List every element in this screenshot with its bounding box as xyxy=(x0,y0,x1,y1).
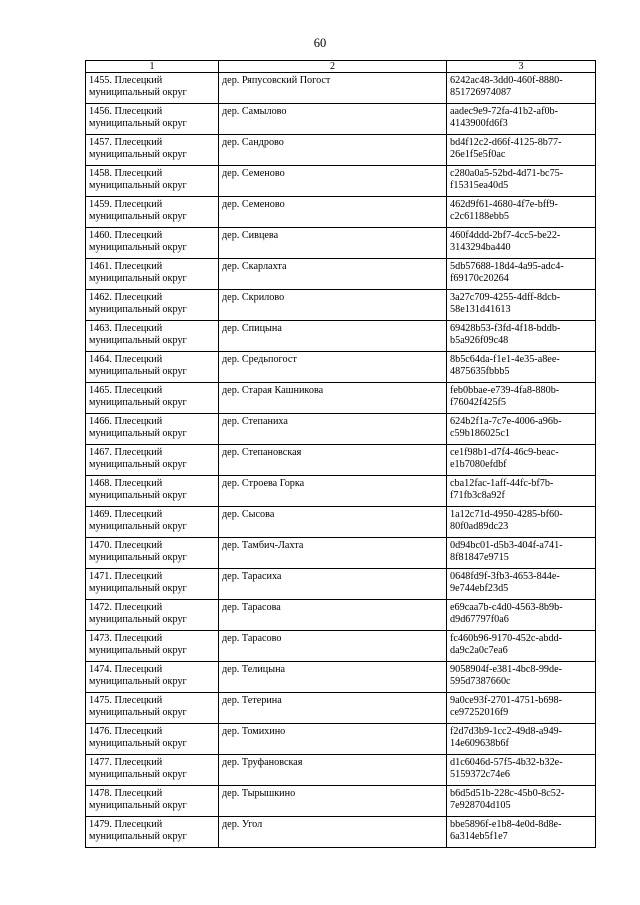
district-cell xyxy=(86,414,219,445)
district-type: муниципальный округ xyxy=(89,428,187,440)
guid-part-1: f2d7d3b9-1cc2-49d8-a949- xyxy=(450,726,563,737)
guid-part-2: e1b7080efdbf xyxy=(450,459,507,471)
guid-cell xyxy=(447,73,596,104)
settlement-cell: дер. Телицына xyxy=(219,662,447,693)
guid-cell xyxy=(447,197,596,228)
table-row xyxy=(86,724,596,755)
settlement-cell: дер. Степановская xyxy=(219,445,447,476)
guid-part-1: c280a0a5-52bd-4d71-bc75- xyxy=(450,168,564,179)
guid-part-2: c2c61188ebb5 xyxy=(450,211,510,223)
guid-part-1: 9a0ce93f-2701-4751-b698- xyxy=(450,695,563,706)
guid-part-2: d9d67797f0a6 xyxy=(450,614,509,626)
district-cell xyxy=(86,569,219,600)
row-number-and-name: 1466. Плесецкий xyxy=(89,416,163,427)
table-row xyxy=(86,321,596,352)
row-number-and-name: 1474. Плесецкий xyxy=(89,664,163,675)
guid-cell xyxy=(447,290,596,321)
guid-part-1: d1c6046d-57f5-4b32-b32e- xyxy=(450,757,563,768)
district-cell xyxy=(86,476,219,507)
guid-part-2: 7e928704d105 xyxy=(450,800,511,812)
table-row xyxy=(86,73,596,104)
settlement-cell: дер. Сысова xyxy=(219,507,447,538)
table-row xyxy=(86,817,596,848)
settlement-cell: дер. Тырышкино xyxy=(219,786,447,817)
settlement-cell: дер. Строева Горка xyxy=(219,476,447,507)
guid-cell xyxy=(447,817,596,848)
row-number-and-name: 1462. Плесецкий xyxy=(89,292,163,303)
guid-part-2: c59b186025c1 xyxy=(450,428,510,440)
table-row xyxy=(86,507,596,538)
district-cell xyxy=(86,383,219,414)
table-row xyxy=(86,166,596,197)
row-number-and-name: 1457. Плесецкий xyxy=(89,137,163,148)
guid-cell xyxy=(447,166,596,197)
guid-cell xyxy=(447,414,596,445)
settlement-cell: дер. Семеново xyxy=(219,197,447,228)
settlement-cell: дер. Семеново xyxy=(219,166,447,197)
guid-part-2: b5a926f09c48 xyxy=(450,335,509,347)
guid-part-2: f76042f425f5 xyxy=(450,397,507,409)
guid-cell xyxy=(447,259,596,290)
table-row xyxy=(86,786,596,817)
district-cell xyxy=(86,817,219,848)
guid-part-2: f71fb3c8a92f xyxy=(450,490,505,502)
table-row xyxy=(86,693,596,724)
row-number-and-name: 1455. Плесецкий xyxy=(89,75,163,86)
table-row xyxy=(86,600,596,631)
row-number-and-name: 1461. Плесецкий xyxy=(89,261,163,272)
page-number: 60 xyxy=(313,36,327,50)
guid-part-1: ce1f98b1-d7f4-46c9-beac- xyxy=(450,447,559,458)
district-type: муниципальный округ xyxy=(89,490,187,502)
row-number-and-name: 1475. Плесецкий xyxy=(89,695,163,706)
table-row xyxy=(86,290,596,321)
guid-part-1: 624b2f1a-7c7e-4006-a96b- xyxy=(450,416,562,427)
table-row xyxy=(86,259,596,290)
settlement-cell: дер. Угол xyxy=(219,817,447,848)
settlement-cell: дер. Сивцева xyxy=(219,228,447,259)
table-row xyxy=(86,135,596,166)
row-number-and-name: 1478. Плесецкий xyxy=(89,788,163,799)
guid-part-1: 460f4ddd-2bf7-4cc5-be22- xyxy=(450,230,561,241)
district-cell xyxy=(86,786,219,817)
guid-part-1: 69428b53-f3fd-4f18-bddb- xyxy=(450,323,561,334)
row-number-and-name: 1458. Плесецкий xyxy=(89,168,163,179)
district-type: муниципальный округ xyxy=(89,521,187,533)
district-cell xyxy=(86,228,219,259)
district-cell xyxy=(86,166,219,197)
row-number-and-name: 1473. Плесецкий xyxy=(89,633,163,644)
district-type: муниципальный округ xyxy=(89,769,187,781)
district-type: муниципальный округ xyxy=(89,211,187,223)
settlements-table xyxy=(85,60,596,848)
district-cell xyxy=(86,662,219,693)
guid-cell xyxy=(447,445,596,476)
guid-cell xyxy=(447,724,596,755)
district-type: муниципальный округ xyxy=(89,831,187,843)
district-cell xyxy=(86,600,219,631)
row-number-and-name: 1469. Плесецкий xyxy=(89,509,163,520)
table-row xyxy=(86,755,596,786)
guid-part-1: e69caa7b-c4d0-4563-8b9b- xyxy=(450,602,563,613)
row-number-and-name: 1465. Плесецкий xyxy=(89,385,163,396)
district-type: муниципальный округ xyxy=(89,242,187,254)
district-type: муниципальный округ xyxy=(89,304,187,316)
table-row xyxy=(86,228,596,259)
guid-cell xyxy=(447,538,596,569)
settlement-cell: дер. Средьпогост xyxy=(219,352,447,383)
guid-part-2: 80f0ad89dc23 xyxy=(450,521,509,533)
district-cell xyxy=(86,507,219,538)
guid-part-1: cba12fac-1aff-44fc-bf7b- xyxy=(450,478,554,489)
table-row xyxy=(86,445,596,476)
district-type: муниципальный округ xyxy=(89,397,187,409)
district-cell xyxy=(86,104,219,135)
row-number-and-name: 1479. Плесецкий xyxy=(89,819,163,830)
guid-part-2: 58e131d41613 xyxy=(450,304,511,316)
guid-part-1: aadec9e9-72fa-41b2-af0b- xyxy=(450,106,559,117)
table-row xyxy=(86,631,596,662)
guid-part-2: ce97252016f9 xyxy=(450,707,509,719)
district-type: муниципальный округ xyxy=(89,273,187,285)
district-type: муниципальный округ xyxy=(89,335,187,347)
district-type: муниципальный округ xyxy=(89,676,187,688)
district-cell xyxy=(86,321,219,352)
row-number-and-name: 1460. Плесецкий xyxy=(89,230,163,241)
district-cell xyxy=(86,693,219,724)
guid-cell xyxy=(447,600,596,631)
district-type: муниципальный округ xyxy=(89,366,187,378)
district-type: муниципальный округ xyxy=(89,552,187,564)
column-header-1: 1 xyxy=(86,61,219,73)
guid-part-1: 462d9f61-4680-4f7e-bff9- xyxy=(450,199,558,210)
column-header-2: 2 xyxy=(219,61,447,73)
settlement-cell: дер. Скрилово xyxy=(219,290,447,321)
guid-part-2: 6a314eb5f1e7 xyxy=(450,831,508,843)
settlement-cell: дер. Ряпусовский Погост xyxy=(219,73,447,104)
settlement-cell: дер. Тетерина xyxy=(219,693,447,724)
table-row xyxy=(86,569,596,600)
row-number-and-name: 1471. Плесецкий xyxy=(89,571,163,582)
row-number-and-name: 1467. Плесецкий xyxy=(89,447,163,458)
table-row xyxy=(86,104,596,135)
guid-part-2: 851726974087 xyxy=(450,87,512,99)
row-number-and-name: 1464. Плесецкий xyxy=(89,354,163,365)
row-number-and-name: 1470. Плесецкий xyxy=(89,540,163,551)
district-cell xyxy=(86,352,219,383)
guid-cell xyxy=(447,135,596,166)
guid-part-1: 8b5c64da-f1e1-4e35-a8ee- xyxy=(450,354,560,365)
guid-part-1: 9058904f-e381-4bc8-99de- xyxy=(450,664,563,675)
guid-part-1: 3a27c709-4255-4dff-8dcb- xyxy=(450,292,561,303)
district-cell xyxy=(86,197,219,228)
guid-part-2: 8f81847e9715 xyxy=(450,552,509,564)
guid-cell xyxy=(447,321,596,352)
guid-cell xyxy=(447,693,596,724)
guid-part-2: f15315ea40d5 xyxy=(450,180,509,192)
table-row xyxy=(86,414,596,445)
guid-part-2: f69170c20264 xyxy=(450,273,509,285)
row-number-and-name: 1463. Плесецкий xyxy=(89,323,163,334)
guid-part-2: da9c2a0c7ea6 xyxy=(450,645,508,657)
guid-part-2: 4875635fbbb5 xyxy=(450,366,510,378)
district-cell xyxy=(86,445,219,476)
district-cell xyxy=(86,290,219,321)
district-cell xyxy=(86,631,219,662)
row-number-and-name: 1476. Плесецкий xyxy=(89,726,163,737)
settlement-cell: дер. Тарасиха xyxy=(219,569,447,600)
settlement-cell: дер. Томихино xyxy=(219,724,447,755)
guid-part-2: 595d7387660c xyxy=(450,676,511,688)
district-type: муниципальный округ xyxy=(89,583,187,595)
district-type: муниципальный округ xyxy=(89,87,187,99)
district-cell xyxy=(86,73,219,104)
settlement-cell: дер. Тамбич-Лахта xyxy=(219,538,447,569)
district-type: муниципальный округ xyxy=(89,738,187,750)
district-type: муниципальный округ xyxy=(89,459,187,471)
settlement-cell: дер. Тарасова xyxy=(219,600,447,631)
guid-cell xyxy=(447,476,596,507)
settlement-cell: дер. Степаниха xyxy=(219,414,447,445)
guid-cell xyxy=(447,104,596,135)
guid-part-1: 1a12c71d-4950-4285-bf60- xyxy=(450,509,563,520)
table-header-row xyxy=(86,61,596,73)
guid-part-1: bbe5896f-e1b8-4e0d-8d8e- xyxy=(450,819,562,830)
row-number-and-name: 1468. Плесецкий xyxy=(89,478,163,489)
district-type: муниципальный округ xyxy=(89,614,187,626)
district-cell xyxy=(86,755,219,786)
guid-part-2: 9e744ebf23d5 xyxy=(450,583,509,595)
guid-cell xyxy=(447,569,596,600)
table-row xyxy=(86,383,596,414)
row-number-and-name: 1472. Плесецкий xyxy=(89,602,163,613)
table-row xyxy=(86,662,596,693)
column-header-3: 3 xyxy=(447,61,596,73)
guid-part-2: 4143900fd6f3 xyxy=(450,118,508,130)
district-type: муниципальный округ xyxy=(89,707,187,719)
district-type: муниципальный округ xyxy=(89,149,187,161)
guid-cell xyxy=(447,786,596,817)
guid-part-1: 6242ac48-3dd0-460f-8880- xyxy=(450,75,563,86)
guid-part-1: b6d5d51b-228c-45b0-8c52- xyxy=(450,788,565,799)
table-row xyxy=(86,476,596,507)
row-number-and-name: 1477. Плесецкий xyxy=(89,757,163,768)
settlement-cell: дер. Тарасово xyxy=(219,631,447,662)
district-type: муниципальный округ xyxy=(89,800,187,812)
district-type: муниципальный округ xyxy=(89,645,187,657)
guid-cell xyxy=(447,383,596,414)
table-row xyxy=(86,538,596,569)
guid-cell xyxy=(447,507,596,538)
guid-part-2: 5159372c74e6 xyxy=(450,769,510,781)
district-cell xyxy=(86,724,219,755)
district-type: муниципальный округ xyxy=(89,118,187,130)
guid-part-1: 5db57688-18d4-4a95-adc4- xyxy=(450,261,564,272)
guid-cell xyxy=(447,755,596,786)
guid-cell xyxy=(447,631,596,662)
guid-part-2: 14e609638b6f xyxy=(450,738,509,750)
guid-part-1: fc460b96-9170-452c-abdd- xyxy=(450,633,563,644)
table-row xyxy=(86,197,596,228)
guid-part-1: 0648fd9f-3fb3-4653-844e- xyxy=(450,571,560,582)
guid-part-1: 0d94bc01-d5b3-404f-a741- xyxy=(450,540,563,551)
settlement-cell: дер. Старая Кашникова xyxy=(219,383,447,414)
district-type: муниципальный округ xyxy=(89,180,187,192)
settlement-cell: дер. Спицына xyxy=(219,321,447,352)
guid-cell xyxy=(447,662,596,693)
district-cell xyxy=(86,259,219,290)
guid-cell xyxy=(447,228,596,259)
guid-part-1: feb0bbae-e739-4fa8-880b- xyxy=(450,385,560,396)
settlement-cell: дер. Сандрово xyxy=(219,135,447,166)
district-cell xyxy=(86,135,219,166)
table-row xyxy=(86,352,596,383)
settlement-cell: дер. Самылово xyxy=(219,104,447,135)
row-number-and-name: 1456. Плесецкий xyxy=(89,106,163,117)
guid-part-2: 26e1f5e5f0ac xyxy=(450,149,506,161)
guid-cell xyxy=(447,352,596,383)
settlement-cell: дер. Труфановская xyxy=(219,755,447,786)
guid-part-2: 3143294ba440 xyxy=(450,242,511,254)
district-cell xyxy=(86,538,219,569)
table-body xyxy=(86,73,596,848)
settlement-cell: дер. Скарлахта xyxy=(219,259,447,290)
guid-part-1: bd4f12c2-d66f-4125-8b77- xyxy=(450,137,562,148)
row-number-and-name: 1459. Плесецкий xyxy=(89,199,163,210)
